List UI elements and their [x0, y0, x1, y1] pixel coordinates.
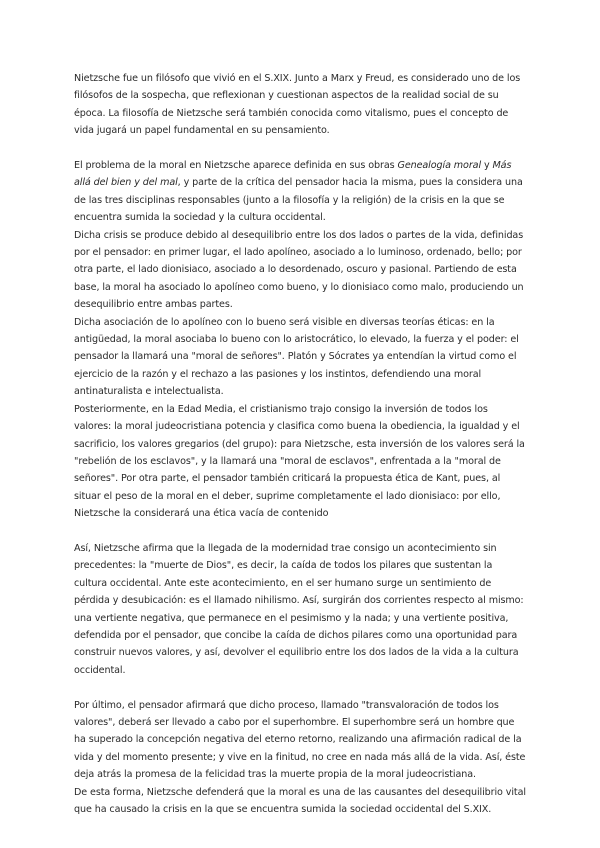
paragraph-moral-problem: [74, 157, 526, 227]
book-title-mas-alla: Más allá del bien y del mal: [74, 160, 512, 189]
paragraph-apolineo: Dicha asociación de lo apolíneo con lo bueno será visible en diversas teorías éticas: en la antigüedad, la moral asociaba lo bueno con lo aristocrático, lo elevado, la fuerza y el poder: el pensador la llamará una "moral de señores". Platón y Sócrates ya entendían la virtud como el ejercicio de la razón y el rechazo a las pasiones y los instintos, defendiendo una moral antinaturalista e intelectualista.: [74, 316, 519, 398]
paragraph-modernidad: Así, Nietzsche afirma que la llegada de la modernidad trae consigo un acontecimiento sin precedentes: la "muerte de Dios", es decir, la caída de todos los pilares que sustentan la cultura occidental. Ante este acontecimiento, en el ser humano surge un sentimiento de pérdida y desubicación: es el llamado nihilismo. Así, surgirán dos corrientes respecto al mismo: una vertiente negativa, que permanece en el pesimismo y la nada; y una vertiente positiva, defendida por el pensador, que concibe la caída de dichos pilares como una oportunidad para construir nuevos valores, y así, devolver el equilibrio entre los dos lados de la vida a la cultura occidental.: [74, 542, 524, 676]
book-title-genealogia: Genealogía moral: [397, 160, 482, 172]
text-run: y: [481, 160, 493, 172]
paragraph-spacer: [74, 140, 526, 157]
document-body: [74, 70, 526, 818]
paragraph-conclusion: De esta forma, Nietzsche defenderá que la moral es una de las causantes del desequilibrio vital que ha causado la crisis en la que se encuentra sumida la sociedad occidental del S.XIX.: [74, 786, 526, 816]
paragraph-spacer: [74, 679, 526, 696]
paragraph-spacer: [74, 523, 526, 540]
paragraph-crisis: Dicha crisis se produce debido al desequilibrio entre los dos lados o partes de la vida, definidas por el pensador: en primer lugar, el lado apolíneo, asociado a lo luminoso, ordenado, bello; por otra parte, el lado dionisiaco, asociado a lo desordenado, oscuro y pasional. Partiendo de esta base, la moral ha asociado lo apolíneo como bueno, y lo dionisiaco como malo, produciendo un desequilibrio entre ambas partes.: [74, 229, 524, 311]
text-run: , y parte de la crítica del pensador hacia la misma, pues la considera una de las tres disciplinas responsables (junto a la filosofía y la religión) de la crisis en la que se encuentra sumida la sociedad y la cultura occidental.: [74, 177, 523, 224]
text-run: El problema de la moral en Nietzsche aparece definida en sus obras: [74, 160, 398, 172]
paragraph-superhombre: Por último, el pensador afirmará que dicho proceso, llamado "transvaloración de todos los valores", deberá ser llevado a cabo por el superhombre. El superhombre será un hombre que ha superado la concepción negativa del eterno retorno, realizando una afirmación radical de la vida y del momento presente; y vive en la finitud, no cree en nada más allá de la vida. Así, éste deja atrás la promesa de la felicidad tras la muerte propia de la moral judeocristiana.: [74, 699, 526, 781]
paragraph-edad-media: Posteriormente, en la Edad Media, el cristianismo trajo consigo la inversión de todos los valores: la moral judeocristiana potencia y clasifica como buena la obediencia, la igualdad y el sacrificio, los valores gregarios (del grupo): para Nietzsche, esta inversión de los valores será la "rebelión de los esclavos", y la llamará una "moral de esclavos", enfrentada a la "moral de señores". Por otra parte, el pensador también criticará la propuesta ética de Kant, pues, al situar el peso de la moral en el deber, suprime completamente el lado dionisiaco: por ello, Nietzsche la considerará una ética vacía de contenido: [74, 403, 525, 520]
paragraph-intro: Nietzsche fue un filósofo que vivió en el S.XIX. Junto a Marx y Freud, es considerado uno de los filósofos de la sospecha, que reflexionan y cuestionan aspectos de la realidad social de su época. La filosofía de Nietzsche será también conocida como vitalismo, pues el concepto de vida jugará un papel fundamental en su pensamiento.: [74, 73, 521, 137]
